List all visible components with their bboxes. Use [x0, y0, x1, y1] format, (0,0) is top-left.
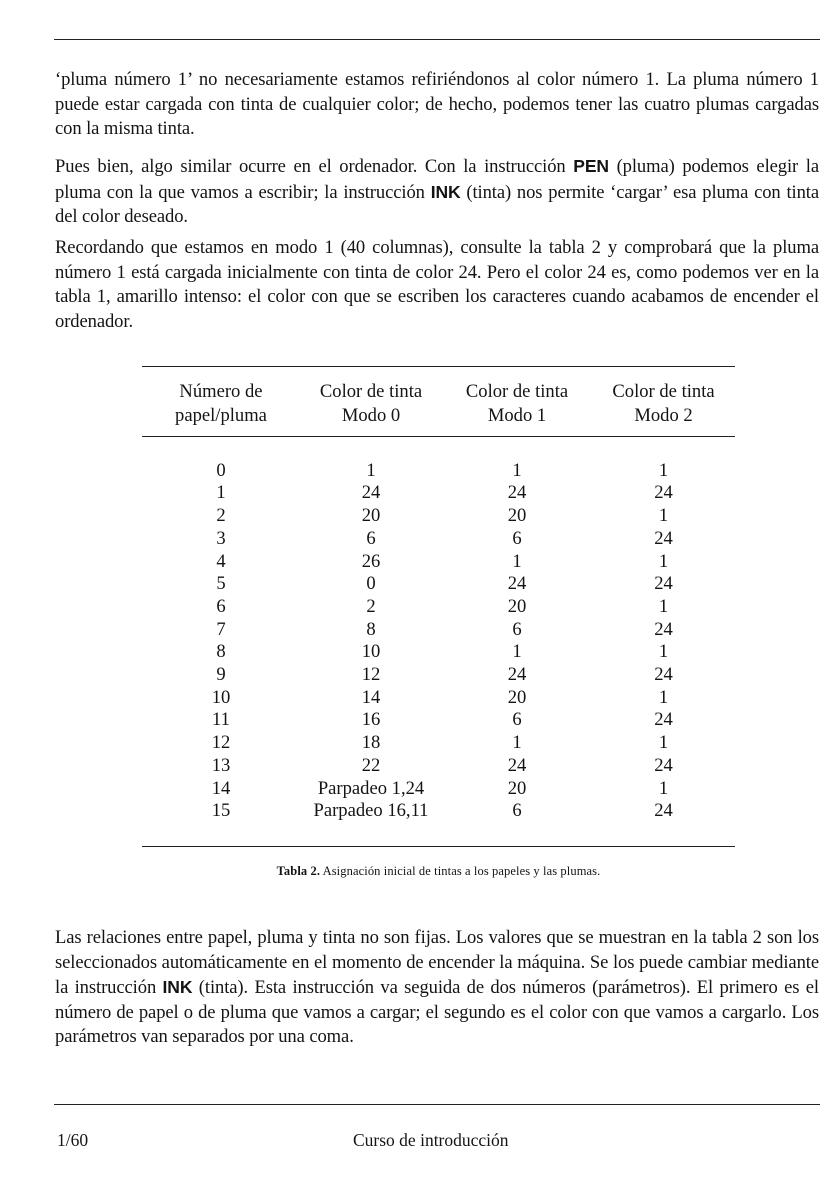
table-cell: 24 [654, 527, 673, 549]
table-cell: Parpadeo 1,24 [317, 777, 425, 799]
ink-assignment-table [142, 367, 735, 436]
table-row [142, 755, 735, 778]
paragraph-2 [55, 154, 819, 230]
table-cell: 24 [654, 573, 673, 595]
text-segment: Recordando que estamos en modo 1 (40 columnas), consulte la tabla 2 y comprobará que la pluma número 1 está cargada inicialmente con tinta de color 24. Pero el color 24 es, como podemos ver en la tabla 1, amarillo intenso: el color con que se escriben los caracteres cuando acabamos de encender el ordenador. [55, 237, 819, 332]
table-row [142, 619, 735, 642]
ink-table [142, 366, 735, 847]
table-cell: 24 [654, 482, 673, 504]
table-cell: 0 [216, 459, 226, 481]
table-cell: 13 [211, 754, 231, 776]
table-cell: 1 [658, 459, 669, 481]
top-rule [54, 39, 820, 40]
table-cell: 6 [512, 709, 522, 731]
table-cell: 24 [507, 664, 527, 686]
table-cell: 24 [654, 754, 673, 776]
table-row [142, 460, 735, 483]
table-row [142, 573, 735, 596]
table-row [142, 687, 735, 710]
table-cell: 8 [366, 618, 376, 640]
table-cell: 1 [658, 505, 669, 527]
text-segment: Pues bien, algo similar ocurre en el ordenador. Con la instrucción [55, 156, 574, 177]
table-cell: 6 [512, 800, 522, 822]
table-body [142, 437, 735, 846]
table-cell: 6 [512, 618, 522, 640]
table-cell: 22 [361, 754, 381, 776]
table-bottom-rule [142, 846, 735, 847]
table-cell: 20 [507, 505, 527, 527]
table-cell: 1 [658, 732, 669, 754]
table-row [142, 551, 735, 574]
table-cell: 26 [361, 550, 381, 572]
table-cell: 24 [654, 709, 673, 731]
table-cell: 12 [211, 732, 231, 754]
keyword: INK [162, 977, 193, 997]
table-cell: 2 [366, 595, 376, 617]
table-cell: 7 [216, 618, 226, 640]
text-segment: Las relaciones entre papel, pluma y tinta no son fijas. Los valores que se muestran en la tabla 2 son los seleccionados automáticamente en el momento de encender la máquina. Se los puede cambiar mediante la instrucción [55, 927, 819, 998]
table-caption [142, 864, 735, 879]
table-cell: 1 [658, 686, 669, 708]
table-cell: 24 [654, 664, 673, 686]
table-cell: 14 [211, 777, 231, 799]
bottom-rule [54, 1104, 820, 1105]
table-cell: 1 [658, 550, 669, 572]
table-cell: 9 [216, 664, 226, 686]
table-row [142, 528, 735, 551]
table-cell: 2 [216, 505, 226, 527]
column-header: Color de tinta Modo 1 [465, 381, 569, 426]
page-number: 1/60 [57, 1130, 89, 1150]
text-segment: ‘pluma número 1’ no necesariamente estamos refiriéndonos al color número 1. La pluma número 1 puede estar cargada con tinta de cualquier color; de hecho, podemos tener las cuatro plumas cargadas con la misma tinta. [55, 69, 819, 139]
table-row [142, 596, 735, 619]
table-cell: 8 [216, 641, 226, 663]
table-cell: 20 [507, 686, 527, 708]
column-header: Color de tinta Modo 2 [612, 381, 715, 426]
table-cell: 1 [216, 482, 226, 504]
keyword: INK [430, 181, 461, 202]
table-cell: 10 [211, 686, 231, 708]
table-cell: 5 [216, 573, 226, 595]
table-cell: 24 [507, 754, 527, 776]
table-cell: 1 [512, 641, 522, 663]
table-cell: 24 [507, 573, 527, 595]
table-row [142, 505, 735, 528]
table-row [142, 664, 735, 687]
table-cell: 3 [216, 527, 226, 549]
text-segment: (tinta) nos permite ‘cargar’ esa pluma con tinta del color deseado. [55, 181, 819, 227]
table-cell: 1 [366, 459, 376, 481]
table-cell: 1 [512, 732, 522, 754]
table-cell: 1 [512, 459, 522, 481]
paragraph-1 [55, 68, 819, 142]
table-row [142, 778, 735, 801]
paragraph-4 [55, 926, 819, 1050]
table-cell: 1 [658, 777, 669, 799]
table-cell: 1 [658, 595, 669, 617]
paragraph-3 [55, 236, 819, 334]
table-cell: 20 [507, 777, 527, 799]
table-row [142, 641, 735, 664]
table-cell: 12 [361, 664, 381, 686]
table-row [142, 709, 735, 732]
table-cell: 15 [211, 800, 231, 822]
caption-text: Asignación inicial de tintas a los papeles y las plumas. [322, 864, 601, 878]
table-row [142, 732, 735, 755]
column-header: Color de tinta Modo 0 [319, 381, 423, 426]
table-cell: 20 [507, 595, 527, 617]
table-cell: 24 [361, 482, 381, 504]
table-cell: 4 [216, 550, 226, 572]
table-cell: 0 [366, 573, 376, 595]
footer-title: Curso de introducción [353, 1130, 509, 1150]
table-cell: 20 [361, 505, 381, 527]
table-cell: 6 [512, 527, 522, 549]
table-cell: 11 [212, 709, 230, 731]
text-segment: (tinta). Esta instrucción va seguida de dos números (parámetros). El primero es el número de papel o de pluma que vamos a cargar; el segundo es el color con que vamos a cargarlo. Los parámetros van separados por una coma. [55, 977, 819, 1047]
column-header: Número de papel/pluma [175, 381, 267, 426]
table-cell: 6 [216, 595, 226, 617]
table-cell: 24 [654, 618, 673, 640]
table-cell: 1 [512, 550, 522, 572]
table-cell: 6 [366, 527, 376, 549]
table-cell: 16 [361, 709, 381, 731]
table-header-row [142, 367, 735, 436]
table-row [142, 482, 735, 505]
table-cell: 24 [507, 482, 527, 504]
keyword: PEN [573, 156, 609, 176]
table-cell: 14 [361, 686, 381, 708]
text-segment: (pluma) podemos elegir la pluma con la que vamos a escribir; la instrucción [55, 156, 819, 203]
table-cell: 24 [654, 800, 673, 822]
table-cell: 1 [658, 641, 669, 663]
caption-label: Tabla 2. [276, 864, 321, 878]
table-cell: Parpadeo 16,11 [313, 800, 429, 822]
table-cell: 18 [361, 732, 381, 754]
table-cell: 10 [361, 641, 381, 663]
table-row [142, 800, 735, 823]
